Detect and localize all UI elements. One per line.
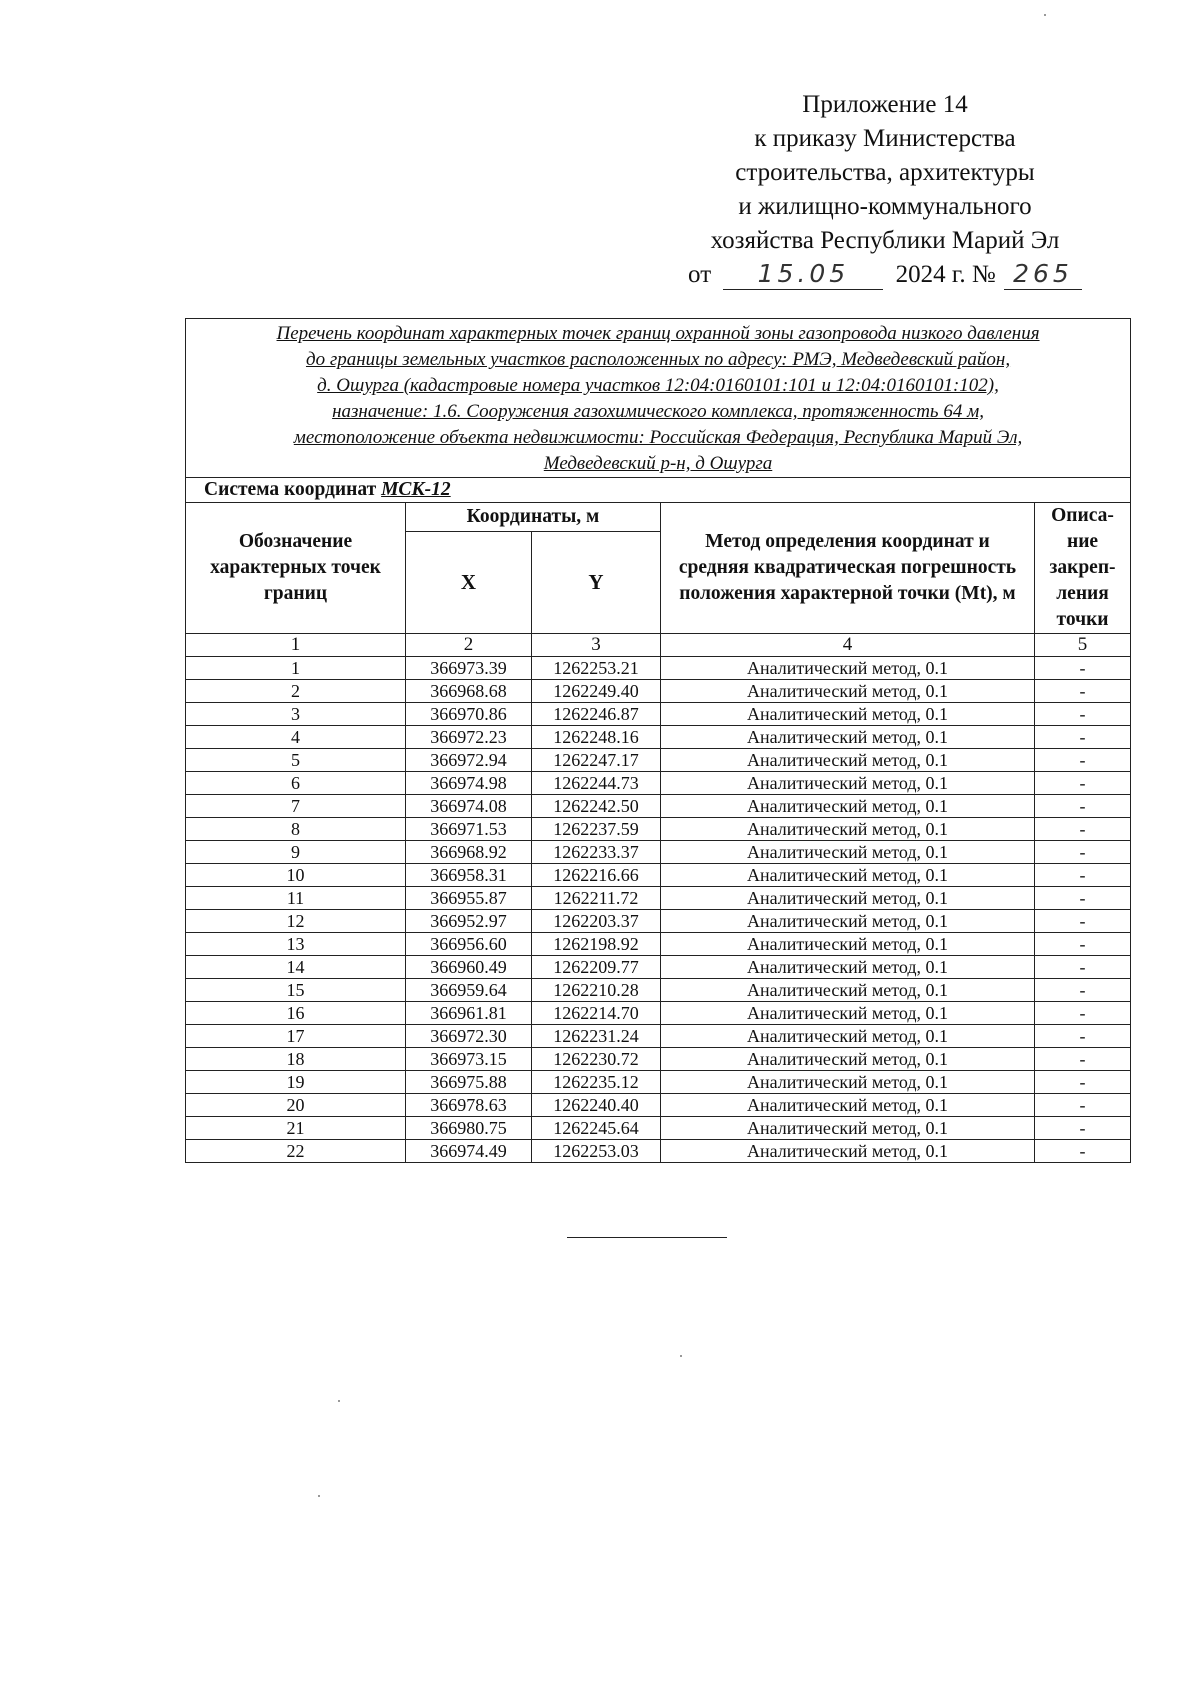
x-coordinate-cell: 366961.81 — [406, 1002, 532, 1025]
header-x: X — [406, 531, 532, 633]
description-cell: - — [1035, 818, 1131, 841]
method-cell: Аналитический метод, 0.1 — [661, 1071, 1035, 1094]
method-cell: Аналитический метод, 0.1 — [661, 749, 1035, 772]
scan-speck — [318, 1495, 320, 1497]
point-number-cell: 14 — [186, 956, 406, 979]
point-number-cell: 1 — [186, 657, 406, 680]
x-coordinate-cell: 366955.87 — [406, 887, 532, 910]
y-coordinate-cell: 1262253.21 — [532, 657, 661, 680]
point-number-cell: 17 — [186, 1025, 406, 1048]
description-cell: - — [1035, 772, 1131, 795]
method-cell: Аналитический метод, 0.1 — [661, 864, 1035, 887]
method-cell: Аналитический метод, 0.1 — [661, 657, 1035, 680]
x-coordinate-cell: 366972.23 — [406, 726, 532, 749]
header-coordinates: Координаты, м — [406, 503, 661, 532]
method-cell: Аналитический метод, 0.1 — [661, 795, 1035, 818]
method-cell: Аналитический метод, 0.1 — [661, 956, 1035, 979]
order-year: 2024 г. № — [895, 261, 996, 288]
order-date-line — [660, 258, 1110, 292]
x-coordinate-cell: 366971.53 — [406, 818, 532, 841]
header-method: Метод определения координат и средняя квадратическая погрешность положения характерной точки (Mt), м — [661, 503, 1035, 634]
x-coordinate-cell: 366972.30 — [406, 1025, 532, 1048]
method-cell: Аналитический метод, 0.1 — [661, 818, 1035, 841]
description-cell: - — [1035, 1117, 1131, 1140]
method-cell: Аналитический метод, 0.1 — [661, 1002, 1035, 1025]
point-number-cell: 10 — [186, 864, 406, 887]
caption-line: до границы земельных участков расположенных по адресу: РМЭ, Медведевский район, — [305, 349, 1011, 370]
table-row — [186, 680, 1131, 703]
x-coordinate-cell: 366952.97 — [406, 910, 532, 933]
header-designation: Обозначение характерных точек границ — [186, 503, 406, 634]
description-cell: - — [1035, 703, 1131, 726]
description-cell: - — [1035, 979, 1131, 1002]
description-cell: - — [1035, 726, 1131, 749]
y-coordinate-cell: 1262231.24 — [532, 1025, 661, 1048]
method-cell: Аналитический метод, 0.1 — [661, 933, 1035, 956]
x-coordinate-cell: 366956.60 — [406, 933, 532, 956]
description-cell: - — [1035, 1140, 1131, 1163]
column-number: 4 — [661, 634, 1035, 657]
x-coordinate-cell: 366974.08 — [406, 795, 532, 818]
description-cell: - — [1035, 933, 1131, 956]
coordinates-table — [185, 318, 1131, 1163]
y-coordinate-cell: 1262203.37 — [532, 910, 661, 933]
ministry-line-2: и жилищно-коммунального — [738, 193, 1032, 220]
table-row — [186, 1025, 1131, 1048]
x-coordinate-cell: 366968.92 — [406, 841, 532, 864]
y-coordinate-cell: 1262242.50 — [532, 795, 661, 818]
method-cell: Аналитический метод, 0.1 — [661, 887, 1035, 910]
description-header-line: точки — [1056, 609, 1109, 630]
table-row — [186, 772, 1131, 795]
scan-speck — [680, 1355, 682, 1357]
x-coordinate-cell: 366960.49 — [406, 956, 532, 979]
description-cell: - — [1035, 864, 1131, 887]
method-cell: Аналитический метод, 0.1 — [661, 1094, 1035, 1117]
point-number-cell: 20 — [186, 1094, 406, 1117]
y-coordinate-cell: 1262253.03 — [532, 1140, 661, 1163]
x-coordinate-cell: 366958.31 — [406, 864, 532, 887]
y-coordinate-cell: 1262233.37 — [532, 841, 661, 864]
description-cell: - — [1035, 1094, 1131, 1117]
y-coordinate-cell: 1262211.72 — [532, 887, 661, 910]
table-row — [186, 841, 1131, 864]
method-cell: Аналитический метод, 0.1 — [661, 979, 1035, 1002]
table-row — [186, 956, 1131, 979]
method-cell: Аналитический метод, 0.1 — [661, 910, 1035, 933]
point-number-cell: 11 — [186, 887, 406, 910]
x-coordinate-cell: 366975.88 — [406, 1071, 532, 1094]
description-cell: - — [1035, 1048, 1131, 1071]
description-cell: - — [1035, 910, 1131, 933]
point-number-cell: 2 — [186, 680, 406, 703]
description-cell: - — [1035, 887, 1131, 910]
method-cell: Аналитический метод, 0.1 — [661, 1048, 1035, 1071]
caption-line: назначение: 1.6. Сооружения газохимического комплекса, протяженность 64 м, — [332, 401, 984, 422]
table-row — [186, 726, 1131, 749]
description-header-line: ние — [1066, 531, 1099, 552]
column-number: 1 — [186, 634, 406, 657]
description-cell: - — [1035, 749, 1131, 772]
y-coordinate-cell: 1262249.40 — [532, 680, 661, 703]
scan-speck — [338, 1400, 340, 1402]
point-number-cell: 6 — [186, 772, 406, 795]
caption-line: д. Ошурга (кадастровые номера участков 12:04:0160101:101 и 12:04:0160101:102), — [317, 375, 999, 396]
x-coordinate-cell: 366972.94 — [406, 749, 532, 772]
point-number-cell: 16 — [186, 1002, 406, 1025]
table-row — [186, 910, 1131, 933]
table-row — [186, 1117, 1131, 1140]
y-coordinate-cell: 1262237.59 — [532, 818, 661, 841]
point-number-cell: 15 — [186, 979, 406, 1002]
ministry-line-1: строительства, архитектуры — [735, 159, 1035, 186]
header-y: Y — [532, 531, 661, 633]
method-cell: Аналитический метод, 0.1 — [661, 680, 1035, 703]
ministry-line-3: хозяйства Республики Марий Эл — [710, 227, 1060, 254]
header-description — [1035, 503, 1131, 634]
table-row — [186, 749, 1131, 772]
point-number-cell: 5 — [186, 749, 406, 772]
x-coordinate-cell: 366980.75 — [406, 1117, 532, 1140]
table-row — [186, 864, 1131, 887]
table-row — [186, 818, 1131, 841]
table-row — [186, 795, 1131, 818]
description-cell: - — [1035, 1002, 1131, 1025]
point-number-cell: 22 — [186, 1140, 406, 1163]
x-coordinate-cell: 366974.49 — [406, 1140, 532, 1163]
point-number-cell: 19 — [186, 1071, 406, 1094]
x-coordinate-cell: 366973.15 — [406, 1048, 532, 1071]
closing-rule — [567, 1237, 727, 1238]
table-row — [186, 1002, 1131, 1025]
y-coordinate-cell: 1262210.28 — [532, 979, 661, 1002]
y-coordinate-cell: 1262246.87 — [532, 703, 661, 726]
point-number-cell: 7 — [186, 795, 406, 818]
y-coordinate-cell: 1262216.66 — [532, 864, 661, 887]
order-ref-line: к приказу Министерства — [754, 125, 1016, 152]
y-coordinate-cell: 1262248.16 — [532, 726, 661, 749]
table-row — [186, 1048, 1131, 1071]
method-cell: Аналитический метод, 0.1 — [661, 726, 1035, 749]
x-coordinate-cell: 366959.64 — [406, 979, 532, 1002]
method-cell: Аналитический метод, 0.1 — [661, 1140, 1035, 1163]
column-number: 2 — [406, 634, 532, 657]
x-coordinate-cell: 366973.39 — [406, 657, 532, 680]
coordinate-system-blank — [1035, 478, 1131, 503]
column-number: 3 — [532, 634, 661, 657]
point-number-cell: 4 — [186, 726, 406, 749]
scan-speck — [1044, 14, 1046, 16]
method-cell: Аналитический метод, 0.1 — [661, 841, 1035, 864]
order-prefix: от — [688, 261, 712, 288]
y-coordinate-cell: 1262247.17 — [532, 749, 661, 772]
y-coordinate-cell: 1262230.72 — [532, 1048, 661, 1071]
table-row — [186, 1094, 1131, 1117]
appendix-header — [660, 88, 1110, 292]
column-number: 5 — [1035, 634, 1131, 657]
table-row — [186, 933, 1131, 956]
y-coordinate-cell: 1262214.70 — [532, 1002, 661, 1025]
point-number-cell: 21 — [186, 1117, 406, 1140]
y-coordinate-cell: 1262245.64 — [532, 1117, 661, 1140]
description-header-line: Описа- — [1051, 505, 1114, 526]
order-date-handwritten: 15.05 — [723, 259, 883, 290]
method-cell: Аналитический метод, 0.1 — [661, 772, 1035, 795]
description-cell: - — [1035, 680, 1131, 703]
y-coordinate-cell: 1262198.92 — [532, 933, 661, 956]
caption-line: местоположение объекта недвижимости: Российская Федерация, Республика Марий Эл, — [293, 427, 1023, 448]
coordinate-system-name: МСК-12 — [381, 479, 451, 500]
table-row — [186, 979, 1131, 1002]
y-coordinate-cell: 1262235.12 — [532, 1071, 661, 1094]
caption-line: Перечень координат характерных точек границ охранной зоны газопровода низкого давления — [276, 323, 1040, 344]
x-coordinate-cell: 366974.98 — [406, 772, 532, 795]
y-coordinate-cell: 1262244.73 — [532, 772, 661, 795]
y-coordinate-cell: 1262209.77 — [532, 956, 661, 979]
table-row — [186, 1140, 1131, 1163]
method-cell: Аналитический метод, 0.1 — [661, 1025, 1035, 1048]
caption-line: Медведевский р-н, д Ошурга — [543, 453, 773, 474]
y-coordinate-cell: 1262240.40 — [532, 1094, 661, 1117]
order-number-handwritten: 265 — [1004, 259, 1082, 290]
x-coordinate-cell: 366970.86 — [406, 703, 532, 726]
description-cell: - — [1035, 1025, 1131, 1048]
description-cell: - — [1035, 657, 1131, 680]
description-cell: - — [1035, 841, 1131, 864]
description-cell: - — [1035, 795, 1131, 818]
point-number-cell: 3 — [186, 703, 406, 726]
method-cell: Аналитический метод, 0.1 — [661, 703, 1035, 726]
point-number-cell: 9 — [186, 841, 406, 864]
description-header-line: ления — [1056, 583, 1109, 604]
x-coordinate-cell: 366968.68 — [406, 680, 532, 703]
description-header-line: закреп- — [1049, 557, 1116, 578]
table-row — [186, 887, 1131, 910]
method-cell: Аналитический метод, 0.1 — [661, 1117, 1035, 1140]
column-number-row — [186, 634, 1131, 657]
coordinate-system-row — [186, 478, 1035, 503]
point-number-cell: 12 — [186, 910, 406, 933]
coordinate-system-label: Система координат — [204, 479, 377, 500]
table-row — [186, 1071, 1131, 1094]
description-cell: - — [1035, 956, 1131, 979]
point-number-cell: 18 — [186, 1048, 406, 1071]
table-caption — [186, 319, 1131, 478]
table-row — [186, 703, 1131, 726]
point-number-cell: 8 — [186, 818, 406, 841]
table-row — [186, 657, 1131, 680]
point-number-cell: 13 — [186, 933, 406, 956]
appendix-title: Приложение 14 — [802, 91, 968, 118]
x-coordinate-cell: 366978.63 — [406, 1094, 532, 1117]
description-cell: - — [1035, 1071, 1131, 1094]
